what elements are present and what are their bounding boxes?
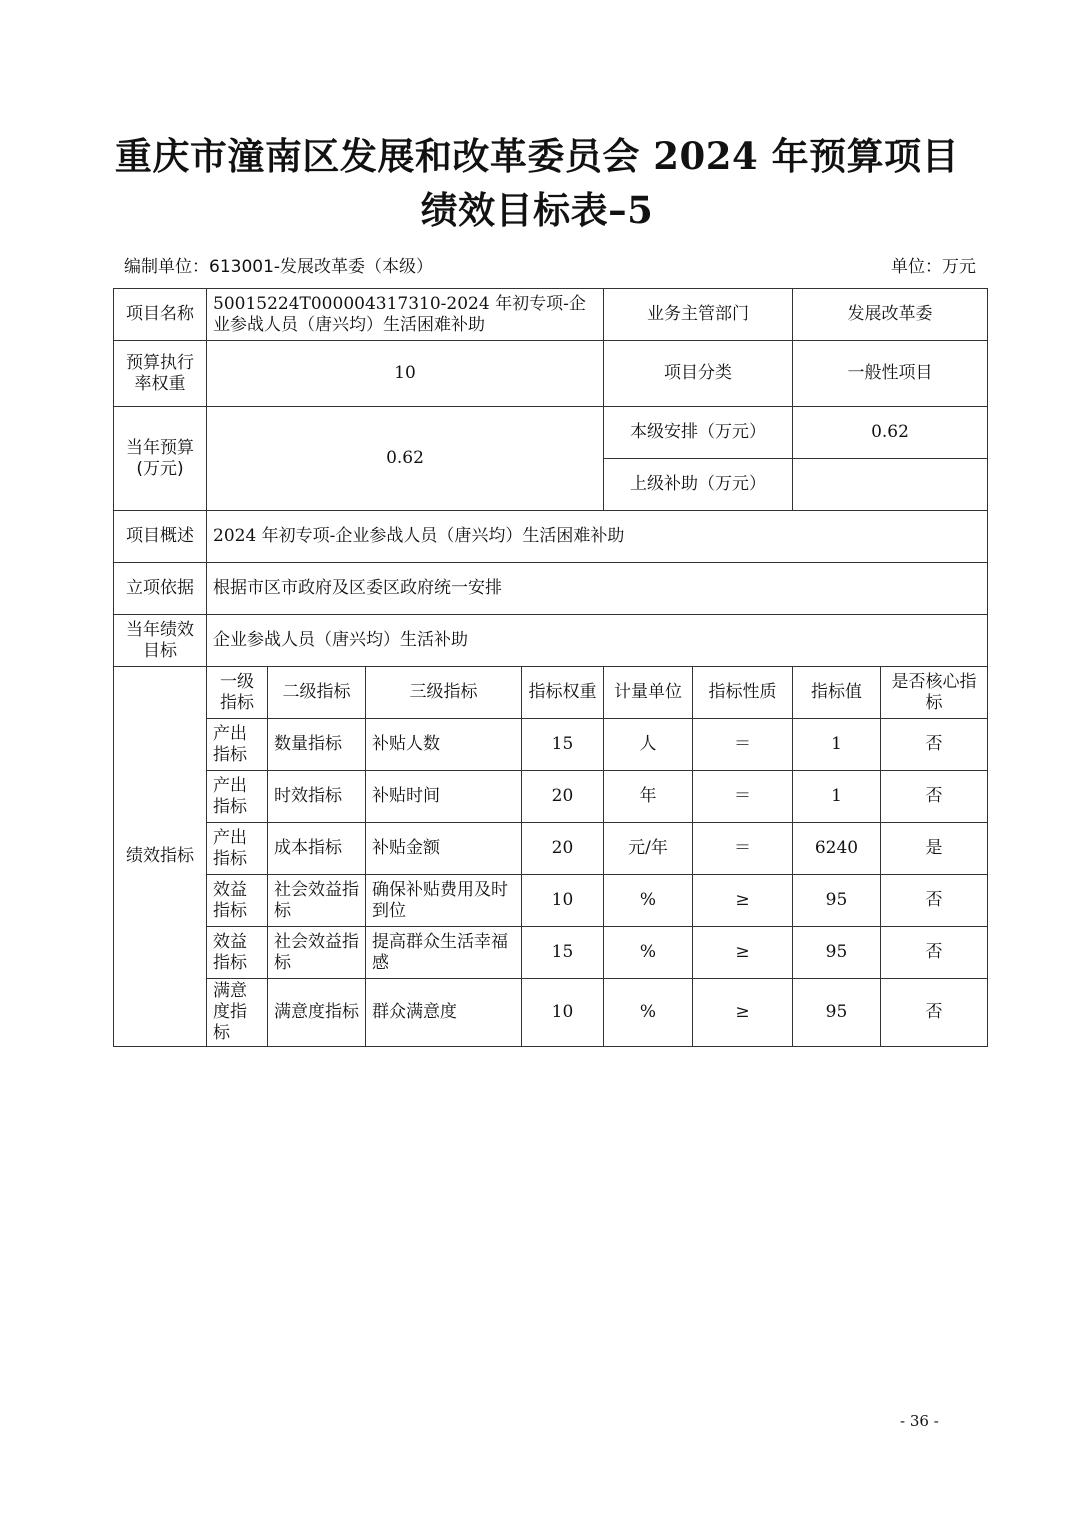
cell-nature: ＝ [693,823,793,875]
cell-level2: 社会效益指标 [268,875,366,927]
header-level1: 一级指标 [207,667,268,719]
cell-weight: 15 [522,719,604,771]
header-weight: 指标权重 [522,667,604,719]
goal-label: 当年绩效目标 [114,615,207,667]
cell-weight: 20 [522,823,604,875]
cell-nature: ≥ [693,979,793,1047]
cell-value: 1 [793,719,881,771]
category-label: 项目分类 [604,341,793,407]
project-name-value: 50015224T000004317310-2024 年初专项-企业参战人员（唐兴均）生活困难补助 [207,289,604,341]
cell-value: 95 [793,875,881,927]
budget-label: 当年预算(万元) [114,407,207,511]
cell-nature: ＝ [693,771,793,823]
table-row [114,875,988,927]
header-core: 是否核心指标 [881,667,988,719]
cell-level1: 产出指标 [207,823,268,875]
local-arrangement-value: 0.62 [793,407,988,459]
cell-level3: 补贴金额 [366,823,522,875]
cell-weight: 20 [522,771,604,823]
goal-value: 企业参战人员（唐兴均）生活补助 [207,615,988,667]
cell-level2: 满意度指标 [268,979,366,1047]
cell-unit: 人 [604,719,693,771]
cell-nature: ≥ [693,927,793,979]
cell-level2: 成本指标 [268,823,366,875]
header-nature: 指标性质 [693,667,793,719]
cell-value: 95 [793,927,881,979]
basis-value: 根据市区市政府及区委区政府统一安排 [207,563,988,615]
cell-level3: 提高群众生活幸福感 [366,927,522,979]
header-level2: 二级指标 [268,667,366,719]
cell-unit: % [604,979,693,1047]
cell-weight: 10 [522,979,604,1047]
cell-value: 6240 [793,823,881,875]
local-arrangement-label: 本级安排（万元） [604,407,793,459]
upper-subsidy-value [793,459,988,511]
header-unit: 计量单位 [604,667,693,719]
dept-value: 发展改革委 [793,289,988,341]
cell-level3: 补贴人数 [366,719,522,771]
cell-level1: 效益指标 [207,875,268,927]
basis-label: 立项依据 [114,563,207,615]
category-value: 一般性项目 [793,341,988,407]
cell-weight: 15 [522,927,604,979]
cell-value: 1 [793,771,881,823]
project-name-label: 项目名称 [114,289,207,341]
upper-subsidy-label: 上级补助（万元） [604,459,793,511]
cell-unit: 元/年 [604,823,693,875]
cell-level1: 产出指标 [207,719,268,771]
page-title-line2: 绩效目标表–5 [420,188,654,232]
cell-unit: 年 [604,771,693,823]
header-level3: 三级指标 [366,667,522,719]
table-row [114,771,988,823]
cell-core: 否 [881,979,988,1047]
overview-value: 2024 年初专项-企业参战人员（唐兴均）生活困难补助 [207,511,988,563]
cell-level3: 补贴时间 [366,771,522,823]
weight-value: 10 [207,341,604,407]
cell-core: 否 [881,927,988,979]
header-value: 指标值 [793,667,881,719]
overview-label: 项目概述 [114,511,207,563]
cell-level2: 社会效益指标 [268,927,366,979]
performance-table [113,288,988,1047]
dept-label: 业务主管部门 [604,289,793,341]
table-row [114,927,988,979]
table-row [114,823,988,875]
page-title-line1: 重庆市潼南区发展和改革委员会 2024 年预算项目 [114,134,960,178]
cell-core: 否 [881,719,988,771]
cell-weight: 10 [522,875,604,927]
cell-level2: 时效指标 [268,771,366,823]
cell-core: 否 [881,771,988,823]
cell-unit: % [604,927,693,979]
table-row [114,719,988,771]
cell-nature: ≥ [693,875,793,927]
cell-core: 是 [881,823,988,875]
page-number: - 36 - [900,1412,939,1430]
indicators-section-label: 绩效指标 [114,667,207,1047]
cell-level1: 效益指标 [207,927,268,979]
currency-unit: 单位：万元 [891,257,976,277]
weight-label: 预算执行率权重 [114,341,207,407]
table-row [114,979,988,1047]
cell-level2: 数量指标 [268,719,366,771]
cell-level3: 确保补贴费用及时到位 [366,875,522,927]
cell-core: 否 [881,875,988,927]
cell-level1: 满意度指标 [207,979,268,1047]
compiling-unit: 编制单位：613001-发展改革委（本级） [124,257,434,277]
cell-level3: 群众满意度 [366,979,522,1047]
budget-value: 0.62 [207,407,604,511]
cell-nature: ＝ [693,719,793,771]
cell-level1: 产出指标 [207,771,268,823]
cell-value: 95 [793,979,881,1047]
cell-unit: % [604,875,693,927]
